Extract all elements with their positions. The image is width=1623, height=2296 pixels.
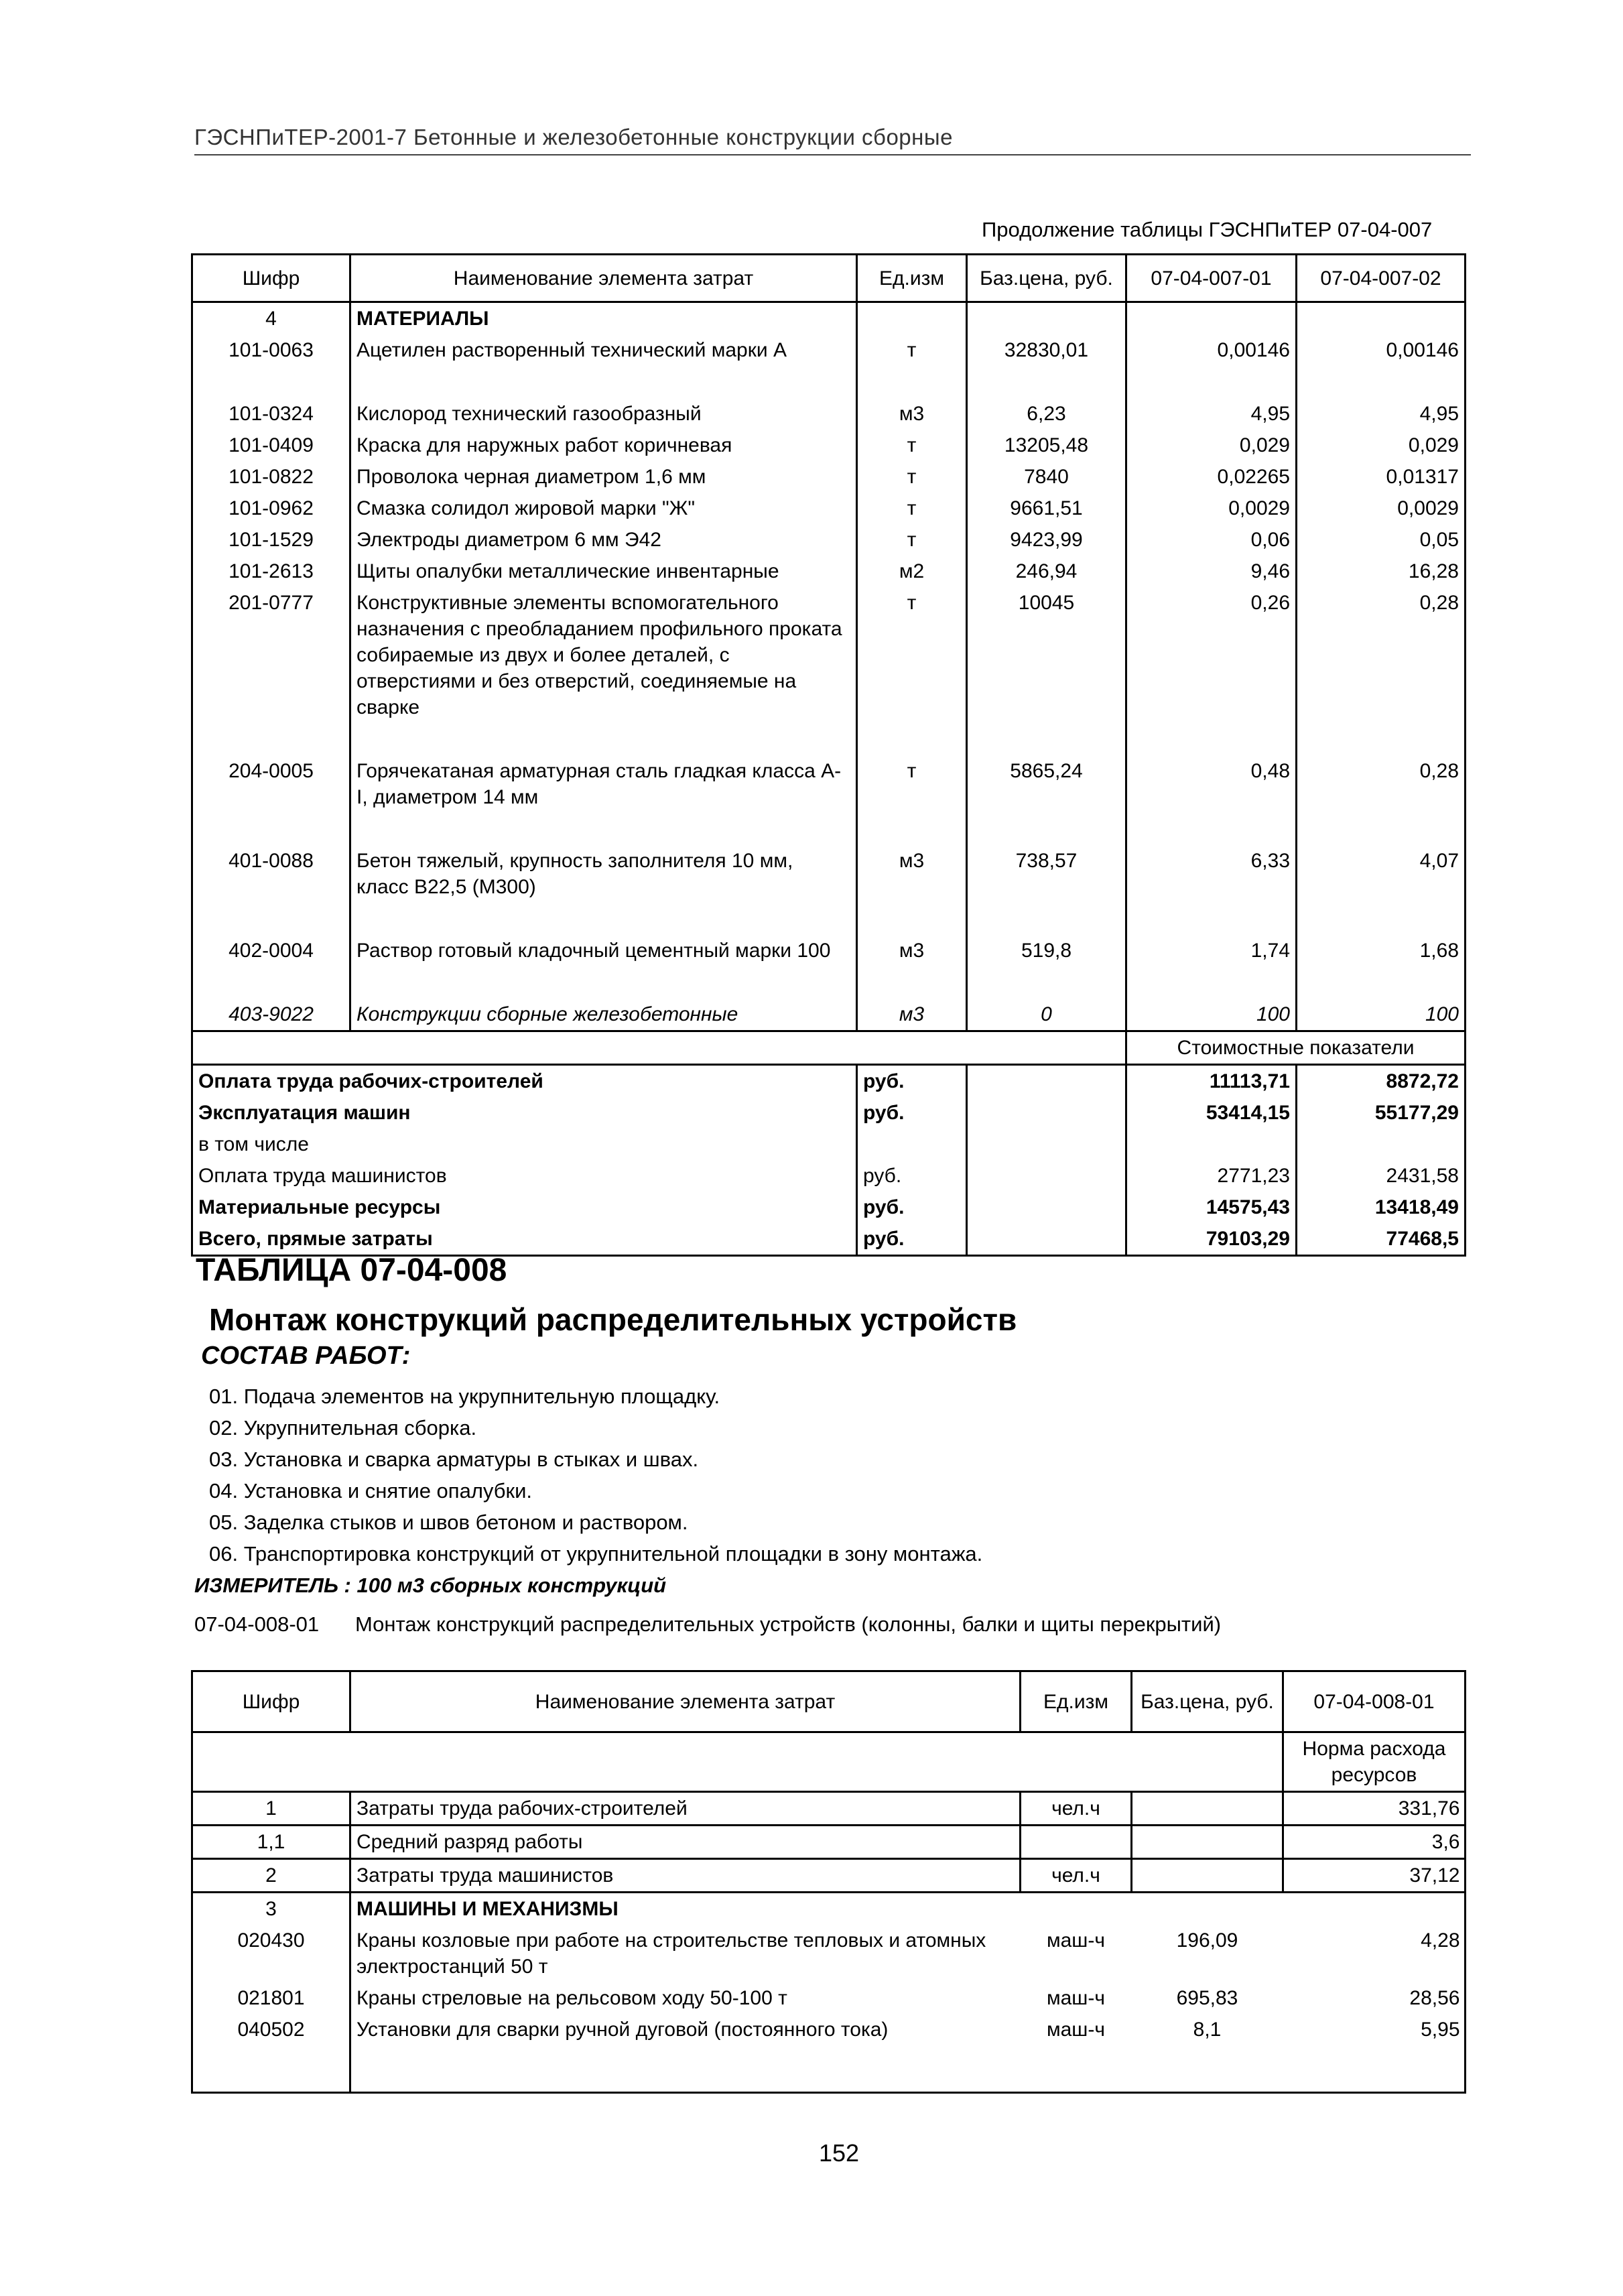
row-name: Электроды диаметром 6 мм Э42 (350, 524, 857, 556)
row-name: Конструктивные элементы вспомогательного назначения с преобладанием профильного проката собираемые из двух и более деталей, с отверстиями и без отверстий, соединяемые на сварке (350, 587, 857, 723)
row-unit: т (907, 529, 917, 551)
row-name: Щиты опалубки металлические инвентарные (350, 556, 857, 587)
row-price: 6,23 (967, 398, 1126, 430)
section-code: 3 (192, 1893, 350, 1925)
row-price (1132, 1826, 1283, 1859)
row-value-1: 0,029 (1126, 430, 1297, 461)
cost-row (192, 1065, 1466, 1098)
cost-price (967, 1223, 1126, 1256)
cost-price (967, 1097, 1126, 1129)
header-col-1: 07-04-008-01 (1283, 1671, 1466, 1732)
row-name: Затраты труда машинистов (350, 1859, 1021, 1893)
header-col-1: 07-04-007-01 (1126, 255, 1297, 302)
row-name: Краска для наружных работ коричневая (350, 430, 857, 461)
row-value-1: 331,76 (1283, 1792, 1466, 1826)
cost-unit: руб. (857, 1065, 967, 1098)
row-unit: м3 (899, 940, 925, 962)
row-price: 738,57 (967, 845, 1126, 903)
row-name: Затраты труда рабочих-строителей (350, 1792, 1021, 1826)
row-price: 5865,24 (967, 755, 1126, 813)
header-name: Наименование элемента затрат (350, 255, 857, 302)
cost-unit: руб. (857, 1192, 967, 1223)
row-code: 2 (192, 1859, 350, 1893)
row-code: 101-1529 (229, 529, 314, 551)
row-unit: маш-ч (1047, 2019, 1105, 2041)
row-price: 0 (967, 999, 1126, 1031)
cost-price (967, 1065, 1126, 1098)
works-list (209, 1381, 982, 1570)
resources-table-07-04-008 (191, 1670, 1466, 2094)
row-code: 403-9022 (229, 1003, 314, 1025)
header-price: Баз.цена, руб. (1132, 1671, 1283, 1732)
row-value-2: 0,0029 (1397, 497, 1459, 519)
cost-band-row (192, 1031, 1466, 1065)
page-number: 152 (819, 2139, 860, 2167)
work-item: 01. Подача элементов на укрупнительную площадку. (209, 1385, 720, 1408)
row-code: 021801 (237, 1987, 305, 2009)
row-price: 10045 (967, 587, 1126, 723)
row-code: 201-0777 (229, 592, 314, 614)
work-item: 03. Установка и сварка арматуры в стыках и швах. (209, 1448, 699, 1471)
row-price: 8,1 (1193, 2019, 1222, 2041)
continuation-caption: Продолжение таблицы ГЭСНПиТЕР 07-04-007 (982, 218, 1433, 241)
row-unit: м3 (899, 403, 925, 425)
header-col-2: 07-04-007-02 (1297, 255, 1466, 302)
row-name: Смазка солидол жировой марки "Ж" (350, 493, 857, 524)
table-header-row (192, 255, 1466, 302)
row-name: Кислород технический газообразный (350, 398, 857, 430)
cost-name: Оплата труда рабочих-строителей (198, 1070, 543, 1092)
cost-name: Материальные ресурсы (198, 1196, 441, 1218)
row-unit: т (907, 466, 917, 488)
cost-unit (857, 1129, 967, 1160)
row-value-2: 0,029 (1408, 434, 1459, 456)
row-value-2: 1,68 (1419, 940, 1459, 962)
table-row (192, 755, 1466, 813)
table-row (192, 1925, 1466, 1982)
section-name: МАТЕРИАЛЫ (350, 302, 857, 335)
row-price: 13205,48 (967, 430, 1126, 461)
row-value-1: 0,0029 (1126, 493, 1297, 524)
row-value-2: 100 (1425, 1003, 1459, 1025)
row-name: Краны козловые при работе на строительстве тепловых и атомных электростанций 50 т (350, 1925, 1021, 1982)
row-name: Горячекатаная арматурная сталь гладкая класса А-I, диаметром 14 мм (350, 755, 857, 813)
cost-value-2 (1297, 1129, 1466, 1160)
work-item: 06. Транспортировка конструкций от укрупнительной площадки в зону монтажа. (209, 1542, 983, 1566)
row-value-1: 6,33 (1126, 845, 1297, 903)
row-price (1132, 1792, 1283, 1826)
works-heading: СОСТАВ РАБОТ: (201, 1342, 411, 1370)
work-item: 02. Укрупнительная сборка. (209, 1416, 477, 1440)
cost-name: Эксплуатация машин (198, 1102, 411, 1124)
row-unit: т (907, 434, 917, 456)
row-code: 1 (192, 1792, 350, 1826)
table-row (192, 1792, 1466, 1826)
section-title: Монтаж конструкций распределительных устройств (209, 1302, 1017, 1337)
row-value-1: 0,06 (1126, 524, 1297, 556)
row-code: 040502 (237, 2019, 305, 2041)
header-price: Баз.цена, руб. (967, 255, 1126, 302)
table-row (192, 935, 1466, 966)
cost-price (967, 1192, 1126, 1223)
cost-value-2: 55177,29 (1374, 1102, 1459, 1124)
work-item: 05. Заделка стыков и швов бетоном и раствором. (209, 1511, 688, 1534)
table-header-row (192, 1671, 1466, 1732)
row-value-1: 0,26 (1126, 587, 1297, 723)
cost-name: в том числе (198, 1133, 309, 1155)
norm-band-label: Норма расхода ресурсов (1283, 1732, 1466, 1792)
row-unit (1021, 1826, 1132, 1859)
cost-unit: руб. (857, 1160, 967, 1192)
row-unit: маш-ч (1047, 1987, 1105, 2009)
norm-band-row (192, 1732, 1466, 1792)
header-unit: Ед.изм (1021, 1671, 1132, 1732)
row-unit: чел.ч (1021, 1859, 1132, 1893)
row-price: 7840 (967, 461, 1126, 493)
subtable-name: Монтаж конструкций распределительных устройств (колонны, балки и щиты перекрытий) (355, 1612, 1222, 1636)
cost-value-1 (1126, 1129, 1297, 1160)
cost-row (192, 1223, 1466, 1256)
row-name: Краны стреловые на рельсовом ходу 50-100 т (350, 1982, 1021, 2014)
meter-line: ИЗМЕРИТЕЛЬ : 100 м3 сборных конструкций (194, 1574, 667, 1597)
row-code: 101-0063 (229, 339, 314, 361)
row-value-1: 5,95 (1421, 2019, 1460, 2041)
row-name: Раствор готовый кладочный цементный марки 100 (350, 935, 857, 966)
table-row (192, 334, 1466, 366)
section-row-materials (192, 302, 1466, 335)
cost-row (192, 1097, 1466, 1129)
cost-unit: руб. (857, 1097, 967, 1129)
row-price: 9661,51 (967, 493, 1126, 524)
cost-value-2: 8872,72 (1386, 1070, 1459, 1092)
row-unit: чел.ч (1021, 1792, 1132, 1826)
table-row (192, 493, 1466, 524)
cost-price (967, 1160, 1126, 1192)
cost-row (192, 1160, 1466, 1192)
table-row (192, 461, 1466, 493)
header-name: Наименование элемента затрат (350, 1671, 1021, 1732)
row-value-1: 28,56 (1409, 1987, 1460, 2009)
row-value-1: 37,12 (1283, 1859, 1466, 1893)
row-value-1: 3,6 (1283, 1826, 1466, 1859)
row-name: Ацетилен растворенный технический марки А (350, 334, 857, 366)
cost-value-1: 53414,15 (1126, 1097, 1297, 1129)
row-unit: т (907, 760, 917, 782)
row-value-1: 1,74 (1126, 935, 1297, 966)
row-value-2: 4,95 (1419, 403, 1459, 425)
row-value-1: 0,02265 (1126, 461, 1297, 493)
row-unit: м2 (899, 560, 925, 582)
row-code: 1,1 (192, 1826, 350, 1859)
running-head: ГЭСНПиТЕР-2001-7 Бетонные и железобетонные конструкции сборные (194, 125, 1471, 155)
cost-row (192, 1129, 1466, 1160)
section-code: 4 (265, 308, 277, 330)
row-value-1: 4,28 (1421, 1929, 1460, 1952)
cost-name: Оплата труда машинистов (198, 1165, 447, 1187)
table-row (192, 398, 1466, 430)
row-value-1: 4,95 (1126, 398, 1297, 430)
cost-band-label: Стоимостные показатели (1126, 1031, 1466, 1065)
row-code: 101-0962 (229, 497, 314, 519)
cost-value-1: 79103,29 (1126, 1223, 1297, 1256)
table-row (192, 587, 1466, 723)
row-name: Средний разряд работы (350, 1826, 1021, 1859)
row-value-2: 16,28 (1408, 560, 1459, 582)
table-row (192, 556, 1466, 587)
row-price: 196,09 (1176, 1929, 1238, 1952)
cost-unit: руб. (857, 1223, 967, 1256)
row-price: 9423,99 (967, 524, 1126, 556)
row-name: Проволока черная диаметром 1,6 мм (350, 461, 857, 493)
row-value-2: 0,01317 (1386, 466, 1459, 488)
row-code: 204-0005 (229, 760, 314, 782)
table-row (192, 524, 1466, 556)
resources-table-07-04-007 (191, 253, 1466, 1257)
row-unit: маш-ч (1047, 1929, 1105, 1952)
row-price: 695,83 (1176, 1987, 1238, 2009)
subtable-code: 07-04-008-01 (194, 1612, 320, 1636)
cost-row (192, 1192, 1466, 1223)
section-name: МАШИНЫ И МЕХАНИЗМЫ (350, 1893, 1021, 1925)
row-name: Бетон тяжелый, крупность заполнителя 10 мм, класс В22,5 (М300) (350, 845, 857, 903)
table-row (192, 2014, 1466, 2045)
row-value-2: 0,28 (1419, 592, 1459, 614)
row-price: 519,8 (967, 935, 1126, 966)
header-code: Шифр (192, 255, 350, 302)
row-value-1: 100 (1126, 999, 1297, 1031)
row-value-2: 4,07 (1419, 850, 1459, 872)
row-code: 101-2613 (229, 560, 314, 582)
row-code: 401-0088 (229, 850, 314, 872)
row-value-2: 0,28 (1419, 760, 1459, 782)
row-unit: м3 (899, 850, 925, 872)
table-row (192, 1982, 1466, 2014)
row-code: 402-0004 (229, 940, 314, 962)
row-name: Установки для сварки ручной дуговой (постоянного тока) (350, 2014, 1021, 2045)
row-value-1: 9,46 (1126, 556, 1297, 587)
cost-value-1: 14575,43 (1126, 1192, 1297, 1223)
row-price: 32830,01 (967, 334, 1126, 366)
row-unit: м3 (899, 1003, 925, 1025)
header-code: Шифр (192, 1671, 350, 1732)
table-row (192, 1859, 1466, 1893)
header-unit: Ед.изм (857, 255, 967, 302)
cost-price (967, 1129, 1126, 1160)
cost-value-2: 77468,5 (1386, 1228, 1459, 1250)
cost-value-1: 2771,23 (1126, 1160, 1297, 1192)
table-row-italic (192, 999, 1466, 1031)
row-price: 246,94 (967, 556, 1126, 587)
row-name: Конструкции сборные железобетонные (350, 999, 857, 1031)
row-code: 020430 (237, 1929, 305, 1952)
row-value-1: 0,00146 (1126, 334, 1297, 366)
table-row (192, 430, 1466, 461)
section-row-machines (192, 1893, 1466, 1925)
cost-value-2: 2431,58 (1386, 1165, 1459, 1187)
row-value-1: 0,48 (1126, 755, 1297, 813)
table-row (192, 845, 1466, 903)
table-title: ТАБЛИЦА 07-04-008 (196, 1253, 507, 1288)
row-unit: т (907, 592, 917, 614)
work-item: 04. Установка и снятие опалубки. (209, 1479, 532, 1503)
row-unit: т (907, 497, 917, 519)
table-row (192, 1826, 1466, 1859)
cost-name: Всего, прямые затраты (198, 1228, 433, 1250)
cost-value-2: 13418,49 (1374, 1196, 1459, 1218)
row-price (1132, 1859, 1283, 1893)
row-value-2: 0,00146 (1386, 339, 1459, 361)
cost-value-1: 11113,71 (1126, 1065, 1297, 1098)
row-value-2: 0,05 (1419, 529, 1459, 551)
row-code: 101-0409 (229, 434, 314, 456)
row-code: 101-0324 (229, 403, 314, 425)
row-unit: т (907, 339, 917, 361)
row-code: 101-0822 (229, 466, 314, 488)
